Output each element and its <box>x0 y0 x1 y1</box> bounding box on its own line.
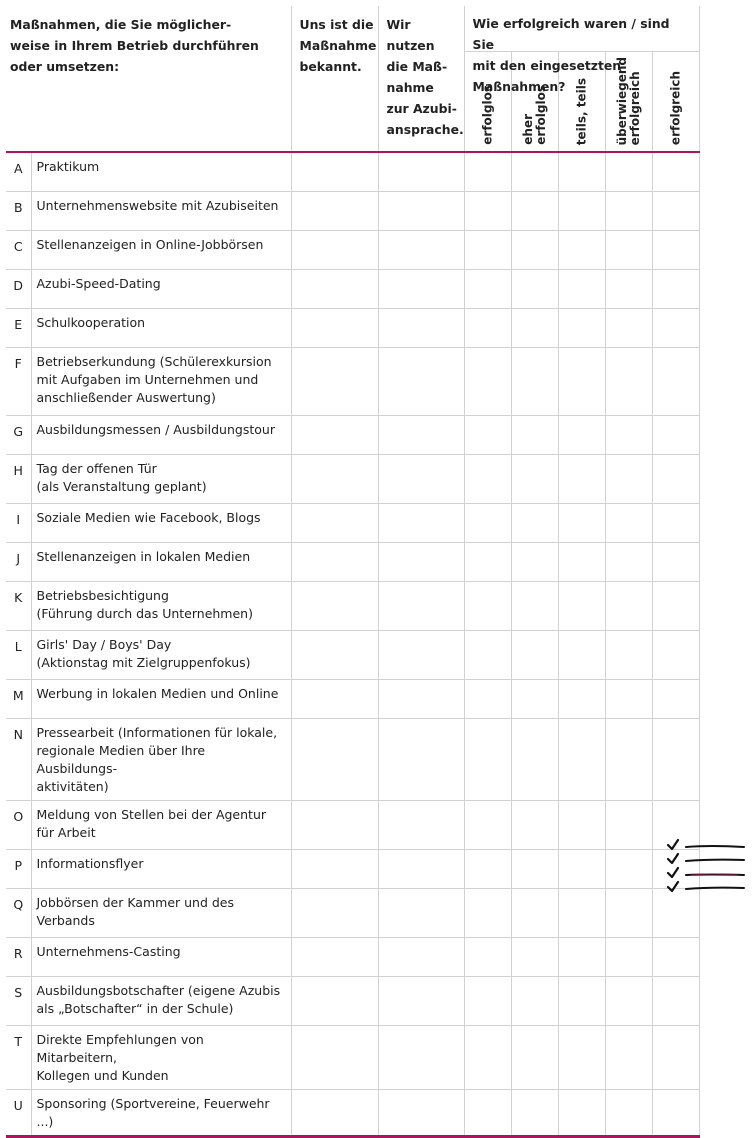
use-checkbox-cell[interactable] <box>378 231 464 270</box>
rating-teils-teils-cell[interactable] <box>558 631 605 680</box>
rating-erfolglos-cell[interactable] <box>464 680 511 719</box>
rating-teils-teils-cell[interactable] <box>558 309 605 348</box>
use-checkbox-cell[interactable] <box>378 309 464 348</box>
row-letter: M <box>6 680 31 719</box>
rating-ueberwiegend-erfolgreich-cell[interactable] <box>605 680 652 719</box>
text-line: weise in Ihrem Betrieb durchführen <box>10 38 259 53</box>
measure-row-j <box>6 543 699 582</box>
rating-erfolglos-cell[interactable] <box>464 455 511 504</box>
rating-erfolgreich-cell[interactable] <box>652 582 699 631</box>
known-checkbox-cell[interactable] <box>291 192 378 231</box>
rating-teils-teils-cell[interactable] <box>558 231 605 270</box>
use-checkbox-cell[interactable] <box>378 504 464 543</box>
rating-erfolglos-cell[interactable] <box>464 231 511 270</box>
rating-ueberwiegend-erfolgreich-cell[interactable] <box>605 270 652 309</box>
checklist-icon <box>666 838 748 898</box>
rating-erfolgreich-cell[interactable] <box>652 348 699 416</box>
use-checkbox-cell[interactable] <box>378 938 464 977</box>
rating-eher-erfolglos-cell[interactable] <box>511 543 558 582</box>
measure-name <box>31 543 291 582</box>
text-line: eher <box>520 114 535 145</box>
rating-erfolgreich-cell[interactable] <box>652 309 699 348</box>
measure-name <box>31 850 291 889</box>
known-checkbox-cell[interactable] <box>291 504 378 543</box>
rating-erfolglos-cell[interactable] <box>464 938 511 977</box>
rating-eher-erfolglos-cell[interactable] <box>511 192 558 231</box>
rating-eher-erfolglos-cell[interactable] <box>511 1090 558 1137</box>
measure-row-i <box>6 504 699 543</box>
measure-name <box>31 416 291 455</box>
measure-name <box>31 631 291 680</box>
rating-teils-teils-cell[interactable] <box>558 889 605 938</box>
use-checkbox-cell[interactable] <box>378 719 464 801</box>
text-line: (Führung durch das Unternehmen) <box>36 606 253 621</box>
rating-erfolglos-cell[interactable] <box>464 1026 511 1090</box>
known-checkbox-cell[interactable] <box>291 231 378 270</box>
measure-name <box>31 889 291 938</box>
rating-erfolgreich-cell[interactable] <box>652 270 699 309</box>
measures-table <box>6 6 700 1138</box>
measure-name <box>31 801 291 850</box>
rating-label <box>522 85 548 145</box>
text-line: Stellenanzeigen in lokalen Medien <box>36 549 251 564</box>
text-line: nahme <box>386 80 434 95</box>
text-line: Verbands <box>36 913 95 928</box>
rating-eher-erfolglos-cell[interactable] <box>511 152 558 192</box>
row-letter: J <box>6 543 31 582</box>
measure-name <box>31 348 291 416</box>
rating-col-eher-erfolglos <box>511 52 558 153</box>
row-letter: D <box>6 270 31 309</box>
text-line: als „Botschafter“ in der Schule) <box>36 1001 234 1016</box>
known-checkbox-cell[interactable] <box>291 348 378 416</box>
rating-teils-teils-cell[interactable] <box>558 152 605 192</box>
rating-ueberwiegend-erfolgreich-cell[interactable] <box>605 801 652 850</box>
measures-header <box>6 6 291 152</box>
measure-name <box>31 192 291 231</box>
measure-row-e <box>6 309 699 348</box>
rating-eher-erfolglos-cell[interactable] <box>511 631 558 680</box>
row-letter: O <box>6 801 31 850</box>
rating-erfolgreich-cell[interactable] <box>652 192 699 231</box>
known-checkbox-cell[interactable] <box>291 719 378 801</box>
rating-teils-teils-cell[interactable] <box>558 270 605 309</box>
text-line: mit Aufgaben im Unternehmen und <box>36 372 259 387</box>
use-checkbox-cell[interactable] <box>378 152 464 192</box>
text-line: Maßnahme <box>299 38 377 53</box>
text-line: erfolgreich <box>627 70 642 145</box>
rating-eher-erfolglos-cell[interactable] <box>511 455 558 504</box>
rating-ueberwiegend-erfolgreich-cell[interactable] <box>605 543 652 582</box>
rating-ueberwiegend-erfolgreich-cell[interactable] <box>605 719 652 801</box>
rating-label <box>575 78 588 145</box>
text-line: Uns ist die <box>299 17 374 32</box>
rating-erfolgreich-cell[interactable] <box>652 1090 699 1137</box>
use-checkbox-cell[interactable] <box>378 801 464 850</box>
rating-eher-erfolglos-cell[interactable] <box>511 504 558 543</box>
rating-ueberwiegend-erfolgreich-cell[interactable] <box>605 977 652 1026</box>
row-letter: N <box>6 719 31 801</box>
text-line: Ausbildungsbotschafter (eigene Azubis <box>36 983 281 998</box>
rating-col-erfolglos <box>464 52 511 153</box>
rating-ueberwiegend-erfolgreich-cell[interactable] <box>605 348 652 416</box>
text-line: anschließender Auswertung) <box>36 390 216 405</box>
text-line: Praktikum <box>36 159 100 174</box>
rating-eher-erfolglos-cell[interactable] <box>511 680 558 719</box>
text-line: Maßnahmen, die Sie möglicher- <box>10 17 232 32</box>
rating-erfolgreich-cell[interactable] <box>652 416 699 455</box>
text-line: (Aktionstag mit Zielgruppenfokus) <box>36 655 251 670</box>
known-checkbox-cell[interactable] <box>291 270 378 309</box>
measure-name <box>31 719 291 801</box>
rating-erfolglos-cell[interactable] <box>464 719 511 801</box>
known-checkbox-cell[interactable] <box>291 309 378 348</box>
text-line: Sponsoring (Sportvereine, Feuerwehr ...) <box>36 1096 270 1129</box>
use-checkbox-cell[interactable] <box>378 889 464 938</box>
use-header <box>378 6 464 152</box>
text-line: Unternehmens-Casting <box>36 944 181 959</box>
measure-row-t <box>6 1026 699 1090</box>
known-checkbox-cell[interactable] <box>291 582 378 631</box>
use-checkbox-cell[interactable] <box>378 192 464 231</box>
row-letter: S <box>6 977 31 1026</box>
rating-erfolglos-cell[interactable] <box>464 889 511 938</box>
rating-erfolglos-cell[interactable] <box>464 270 511 309</box>
measure-name <box>31 1090 291 1137</box>
rating-ueberwiegend-erfolgreich-cell[interactable] <box>605 455 652 504</box>
row-letter: H <box>6 455 31 504</box>
use-checkbox-cell[interactable] <box>378 977 464 1026</box>
use-checkbox-cell[interactable] <box>378 680 464 719</box>
rating-ueberwiegend-erfolgreich-cell[interactable] <box>605 1090 652 1137</box>
measure-row-u <box>6 1090 699 1137</box>
rating-ueberwiegend-erfolgreich-cell[interactable] <box>605 850 652 889</box>
rating-erfolgreich-cell[interactable] <box>652 938 699 977</box>
rating-teils-teils-cell[interactable] <box>558 455 605 504</box>
known-checkbox-cell[interactable] <box>291 455 378 504</box>
text-line: erfolglos <box>533 85 548 145</box>
text-line: zur Azubi- <box>386 101 457 116</box>
text-line: Kollegen und Kunden <box>36 1068 169 1083</box>
rating-erfolglos-cell[interactable] <box>464 1090 511 1137</box>
rating-eher-erfolglos-cell[interactable] <box>511 801 558 850</box>
rating-erfolgreich-cell[interactable] <box>652 455 699 504</box>
rating-teils-teils-cell[interactable] <box>558 977 605 1026</box>
text-line: Direkte Empfehlungen von Mitarbeitern, <box>36 1032 204 1065</box>
row-letter: E <box>6 309 31 348</box>
rating-erfolglos-cell[interactable] <box>464 504 511 543</box>
text-line: oder umsetzen: <box>10 59 120 74</box>
use-checkbox-cell[interactable] <box>378 631 464 680</box>
rating-teils-teils-cell[interactable] <box>558 348 605 416</box>
rating-erfolgreich-cell[interactable] <box>652 719 699 801</box>
text-line: Werbung in lokalen Medien und Online <box>36 686 279 701</box>
text-line: Betriebserkundung (Schülerexkursion <box>36 354 272 369</box>
measure-row-l <box>6 631 699 680</box>
known-checkbox-cell[interactable] <box>291 416 378 455</box>
measure-row-m <box>6 680 699 719</box>
row-letter: B <box>6 192 31 231</box>
success-header <box>464 6 699 94</box>
rating-erfolglos-cell[interactable] <box>464 192 511 231</box>
rating-eher-erfolglos-cell[interactable] <box>511 977 558 1026</box>
measure-row-h <box>6 455 699 504</box>
measure-row-s <box>6 977 699 1026</box>
text-line: Schulkooperation <box>36 315 146 330</box>
rating-teils-teils-cell[interactable] <box>558 1090 605 1137</box>
rating-eher-erfolglos-cell[interactable] <box>511 889 558 938</box>
text-line: erfolglos <box>480 85 495 145</box>
rating-erfolgreich-cell[interactable] <box>652 680 699 719</box>
measure-row-c <box>6 231 699 270</box>
rating-col-teils-teils <box>558 52 605 153</box>
text-line: (als Veranstaltung geplant) <box>36 479 207 494</box>
row-letter: T <box>6 1026 31 1090</box>
rating-eher-erfolglos-cell[interactable] <box>511 270 558 309</box>
rating-eher-erfolglos-cell[interactable] <box>511 309 558 348</box>
rating-erfolgreich-cell[interactable] <box>652 231 699 270</box>
rating-label <box>481 85 494 145</box>
measure-row-b <box>6 192 699 231</box>
measure-row-d <box>6 270 699 309</box>
measure-name <box>31 977 291 1026</box>
rating-label <box>616 57 642 145</box>
rating-col-erfolgreich <box>652 52 699 153</box>
use-checkbox-cell[interactable] <box>378 850 464 889</box>
rating-eher-erfolglos-cell[interactable] <box>511 416 558 455</box>
rating-erfolglos-cell[interactable] <box>464 543 511 582</box>
rating-erfolgreich-cell[interactable] <box>652 631 699 680</box>
rating-ueberwiegend-erfolgreich-cell[interactable] <box>605 938 652 977</box>
rating-erfolglos-cell[interactable] <box>464 416 511 455</box>
rating-label <box>669 71 682 145</box>
rating-erfolgreich-cell[interactable] <box>652 504 699 543</box>
text-line: Wir nutzen <box>386 17 435 53</box>
text-line: Soziale Medien wie Facebook, Blogs <box>36 510 261 525</box>
known-checkbox-cell[interactable] <box>291 977 378 1026</box>
text-line: Azubi-Speed-Dating <box>36 276 161 291</box>
measure-name <box>31 231 291 270</box>
text-line: erfolgreich <box>668 70 683 145</box>
rating-eher-erfolglos-cell[interactable] <box>511 348 558 416</box>
text-line: Betriebsbesichtigung <box>36 588 169 603</box>
text-line: Ausbildungsmessen / Ausbildungstour <box>36 422 275 437</box>
text-line: Informationsflyer <box>36 856 144 871</box>
measure-name <box>31 938 291 977</box>
rating-teils-teils-cell[interactable] <box>558 504 605 543</box>
rating-ueberwiegend-erfolgreich-cell[interactable] <box>605 631 652 680</box>
rating-ueberwiegend-erfolgreich-cell[interactable] <box>605 231 652 270</box>
text-line: Girls' Day / Boys' Day <box>36 637 172 652</box>
row-letter: P <box>6 850 31 889</box>
measure-name <box>31 504 291 543</box>
known-checkbox-cell[interactable] <box>291 850 378 889</box>
known-checkbox-cell[interactable] <box>291 1090 378 1137</box>
row-letter: L <box>6 631 31 680</box>
known-checkbox-cell[interactable] <box>291 801 378 850</box>
row-letter: F <box>6 348 31 416</box>
rating-eher-erfolglos-cell[interactable] <box>511 582 558 631</box>
rating-teils-teils-cell[interactable] <box>558 680 605 719</box>
row-letter: Q <box>6 889 31 938</box>
text-line: für Arbeit <box>36 825 96 840</box>
text-line: Wie erfolgreich waren / sind Sie <box>472 16 670 52</box>
row-letter: C <box>6 231 31 270</box>
row-letter: I <box>6 504 31 543</box>
text-line: regionale Medien über Ihre Ausbildungs- <box>36 743 206 776</box>
use-checkbox-cell[interactable] <box>378 1026 464 1090</box>
rating-erfolglos-cell[interactable] <box>464 348 511 416</box>
measure-row-g <box>6 416 699 455</box>
use-checkbox-cell[interactable] <box>378 455 464 504</box>
known-checkbox-cell[interactable] <box>291 1026 378 1090</box>
rating-teils-teils-cell[interactable] <box>558 719 605 801</box>
rating-erfolglos-cell[interactable] <box>464 801 511 850</box>
rating-erfolgreich-cell[interactable] <box>652 977 699 1026</box>
rating-ueberwiegend-erfolgreich-cell[interactable] <box>605 504 652 543</box>
text-line: mit den eingesetzten Maßnahmen? <box>472 58 622 94</box>
rating-ueberwiegend-erfolgreich-cell[interactable] <box>605 889 652 938</box>
text-line: Pressearbeit (Informationen für lokale, <box>36 725 278 740</box>
measure-row-o <box>6 801 699 850</box>
known-checkbox-cell[interactable] <box>291 680 378 719</box>
rating-teils-teils-cell[interactable] <box>558 801 605 850</box>
use-checkbox-cell[interactable] <box>378 582 464 631</box>
rating-ueberwiegend-erfolgreich-cell[interactable] <box>605 309 652 348</box>
rating-eher-erfolglos-cell[interactable] <box>511 938 558 977</box>
rating-erfolglos-cell[interactable] <box>464 850 511 889</box>
rating-erfolgreich-cell[interactable] <box>652 543 699 582</box>
rating-erfolglos-cell[interactable] <box>464 309 511 348</box>
rating-erfolglos-cell[interactable] <box>464 631 511 680</box>
rating-teils-teils-cell[interactable] <box>558 582 605 631</box>
survey-form <box>6 6 699 1138</box>
text-line: überwiegend <box>614 56 629 145</box>
measure-row-r <box>6 938 699 977</box>
use-checkbox-cell[interactable] <box>378 416 464 455</box>
measure-name <box>31 309 291 348</box>
known-header <box>291 6 378 152</box>
rating-erfolgreich-cell[interactable] <box>652 1026 699 1090</box>
rating-eher-erfolglos-cell[interactable] <box>511 850 558 889</box>
rating-erfolglos-cell[interactable] <box>464 152 511 192</box>
rating-teils-teils-cell[interactable] <box>558 192 605 231</box>
use-checkbox-cell[interactable] <box>378 1090 464 1137</box>
text-line: Meldung von Stellen bei der Agentur <box>36 807 267 822</box>
known-checkbox-cell[interactable] <box>291 889 378 938</box>
row-letter: G <box>6 416 31 455</box>
text-line: Jobbörsen der Kammer und des <box>36 895 235 910</box>
rating-ueberwiegend-erfolgreich-cell[interactable] <box>605 152 652 192</box>
rating-teils-teils-cell[interactable] <box>558 938 605 977</box>
text-line: Stellenanzeigen in Online-Jobbörsen <box>36 237 264 252</box>
measure-row-k <box>6 582 699 631</box>
measure-name <box>31 455 291 504</box>
text-line: aktivitäten) <box>36 779 109 794</box>
known-checkbox-cell[interactable] <box>291 152 378 192</box>
row-letter: U <box>6 1090 31 1137</box>
use-checkbox-cell[interactable] <box>378 348 464 416</box>
rating-erfolglos-cell[interactable] <box>464 977 511 1026</box>
rating-erfolgreich-cell[interactable] <box>652 152 699 192</box>
row-letter: K <box>6 582 31 631</box>
rating-ueberwiegend-erfolgreich-cell[interactable] <box>605 192 652 231</box>
rating-eher-erfolglos-cell[interactable] <box>511 231 558 270</box>
row-letter: A <box>6 152 31 192</box>
known-checkbox-cell[interactable] <box>291 938 378 977</box>
use-checkbox-cell[interactable] <box>378 270 464 309</box>
text-line: die Maß- <box>386 59 448 74</box>
rating-teils-teils-cell[interactable] <box>558 1026 605 1090</box>
rating-erfolglos-cell[interactable] <box>464 582 511 631</box>
measure-row-f <box>6 348 699 416</box>
rating-eher-erfolglos-cell[interactable] <box>511 1026 558 1090</box>
use-checkbox-cell[interactable] <box>378 543 464 582</box>
rating-teils-teils-cell[interactable] <box>558 416 605 455</box>
rating-col-ueberwiegend-erfolgreich <box>605 52 652 153</box>
rating-ueberwiegend-erfolgreich-cell[interactable] <box>605 582 652 631</box>
measure-row-n <box>6 719 699 801</box>
rating-teils-teils-cell[interactable] <box>558 543 605 582</box>
measure-name <box>31 1026 291 1090</box>
text-line: bekannt. <box>299 59 362 74</box>
measure-name <box>31 680 291 719</box>
rating-eher-erfolglos-cell[interactable] <box>511 719 558 801</box>
measure-name <box>31 152 291 192</box>
row-letter: R <box>6 938 31 977</box>
rating-ueberwiegend-erfolgreich-cell[interactable] <box>605 1026 652 1090</box>
text-line: Tag der offenen Tür <box>36 461 157 476</box>
measure-row-a <box>6 152 699 192</box>
measure-row-p <box>6 850 699 889</box>
measure-name <box>31 270 291 309</box>
known-checkbox-cell[interactable] <box>291 631 378 680</box>
rating-teils-teils-cell[interactable] <box>558 850 605 889</box>
measure-row-q <box>6 889 699 938</box>
measure-name <box>31 582 291 631</box>
text-line: ansprache. <box>386 122 464 137</box>
text-line: teils, teils <box>574 77 589 145</box>
rating-ueberwiegend-erfolgreich-cell[interactable] <box>605 416 652 455</box>
text-line: Unternehmenswebsite mit Azubiseiten <box>36 198 279 213</box>
known-checkbox-cell[interactable] <box>291 543 378 582</box>
